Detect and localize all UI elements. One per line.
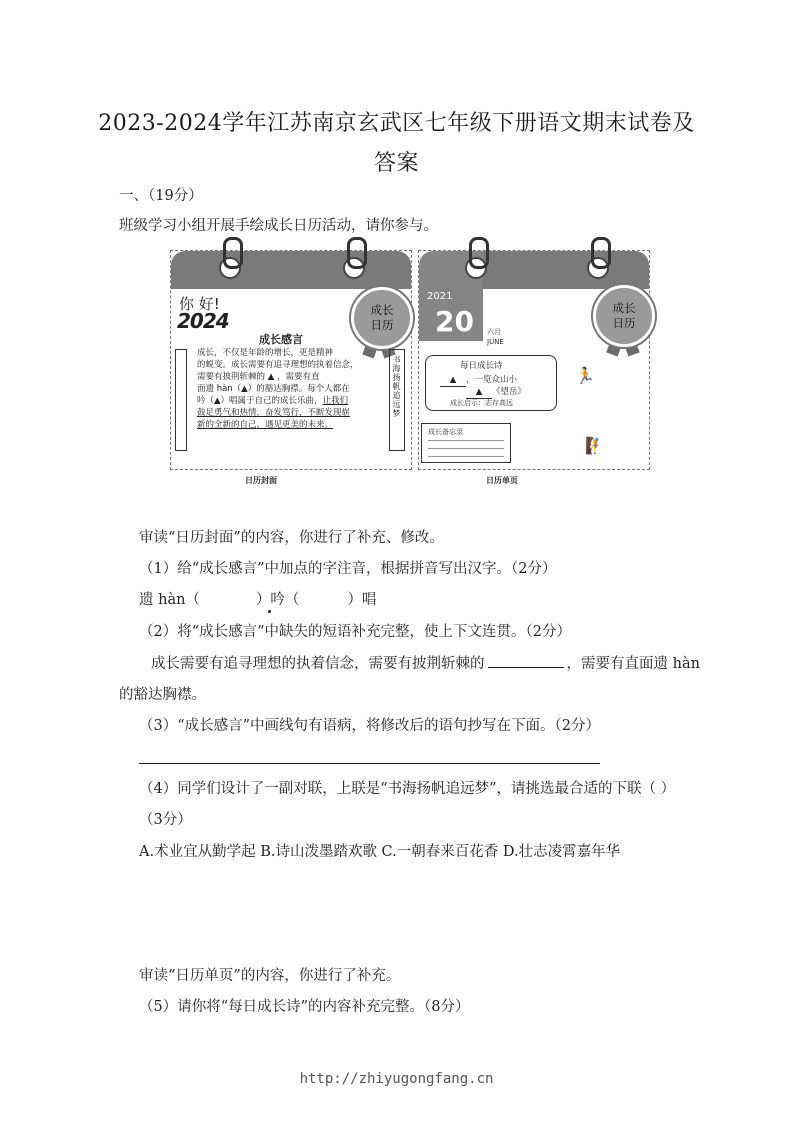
memo-line [428,448,504,449]
growth-badge [351,287,413,349]
document-title-line1: 2023-2024学年江苏南京玄武区七年级下册语文期末试卷及 [98,111,695,136]
section-intro: 班级学习小组开展手绘成长日历活动，请你参与。 [119,218,438,234]
question-2: （2）将“成长感言”中缺失的短语补充完整，使上下文连贯。（2分） [139,624,572,640]
question-1: （1）给“成长感言”中加点的字注音，根据拼音写出汉字。（2分） [139,561,557,577]
page-month-en: JUNE [487,338,504,346]
badge-line2: 日历 [370,318,394,332]
question-2-sentence-end: 的豁达胸襟。 [119,687,206,703]
poem-line1: ▲ ，一览众山小 [440,374,517,387]
section-heading: 一、（19分） [119,188,203,204]
page-year: 2021 [427,291,453,302]
memo-line [428,440,504,441]
calendar-cover-header [171,251,411,289]
cover-year: 2024 [177,309,229,333]
page-month-cn: 六月 [487,328,501,336]
binder-ring-icon [469,237,489,269]
binder-ring-icon [223,237,243,269]
memo-line [428,456,504,457]
memo-title: 成长备忘录 [428,428,463,436]
badge-line2: 日历 [612,316,636,330]
page-day: 20 [435,305,474,338]
question-2-sentence: 成长需要有追寻理想的执着信念，需要有披荆斩棘的 ，需要有直面遗 hàn [151,656,700,672]
question-4-line2: （3分） [139,812,192,828]
question-4-line1: （4）同学们设计了一副对联，上联是“书海扬帆追远梦”，请挑选最合适的下联（ ） [139,781,676,797]
binder-ring-icon [347,237,367,269]
couplet-text: 书海扬帆追远梦 [392,355,401,418]
page-caption: 日历单页 [486,476,518,485]
question-4-options: A.术业宜从勤学起 B.诗山泼墨踏欢歌 C.一朝春来百花香 D.壮志凌霄嘉年华 [139,844,621,860]
review-page-instruction: 审读“日历单页”的内容，你进行了补充。 [139,968,401,984]
memo-box [421,423,511,463]
review-cover-instruction: 审读“日历封面”的内容，你进行了补充、修改。 [139,530,444,546]
runner-figure-icon: 🏃 [575,366,595,385]
badge-line1: 成长 [370,303,394,317]
question-1-answer-line: 遗 hàn（ ）吟（ ）唱 [139,592,377,608]
climbing-figure-icon: 🧗 [585,436,605,455]
cover-greeting: 你 好! [179,295,220,313]
essay-title: 成长感言 [259,333,303,346]
cover-caption: 日历封面 [245,476,277,485]
badge-line1: 成长 [612,301,636,315]
poem-title: 每日成长诗 [460,361,503,371]
binder-ring-icon [591,237,611,269]
calendar-cover [170,250,412,470]
poem-note: 成长启示：志存高远 [450,399,513,407]
answer-line[interactable] [139,763,600,764]
growth-badge [593,285,655,347]
footer-url[interactable]: http://zhiyugongfang.cn [299,1071,494,1087]
essay-body: 成长，不仅是年龄的增长，更是精神 的蜕变。成长需要有追寻理想的执着信念， 需要有披荆斩棘的 ▲ ，需要有直 面遗 hàn（▲）的豁达胸襟。每个人都在 吟（▲）唱属于自己的成长乐曲，让我们 鼓足勇气和热情，奋发笃行，不断发现崭 新的全新的自己，遇见更美的未来。 [197,348,359,430]
calendar-page-header [483,251,649,289]
emphasis-dot [268,610,271,613]
question-3: （3）“成长感言”中画线句有语病，将修改后的语句抄写在下面。（2分） [139,718,601,734]
side-bar-box [175,349,187,451]
calendar-page [418,250,650,470]
document-title-line2: 答案 [373,151,419,176]
question-5: （5）请你将“每日成长诗”的内容补充完整。（8分） [139,999,470,1015]
answer-blank[interactable] [488,667,564,668]
poem-line2: ▲ 《望岳》 [466,386,526,399]
poem-box [425,355,557,411]
